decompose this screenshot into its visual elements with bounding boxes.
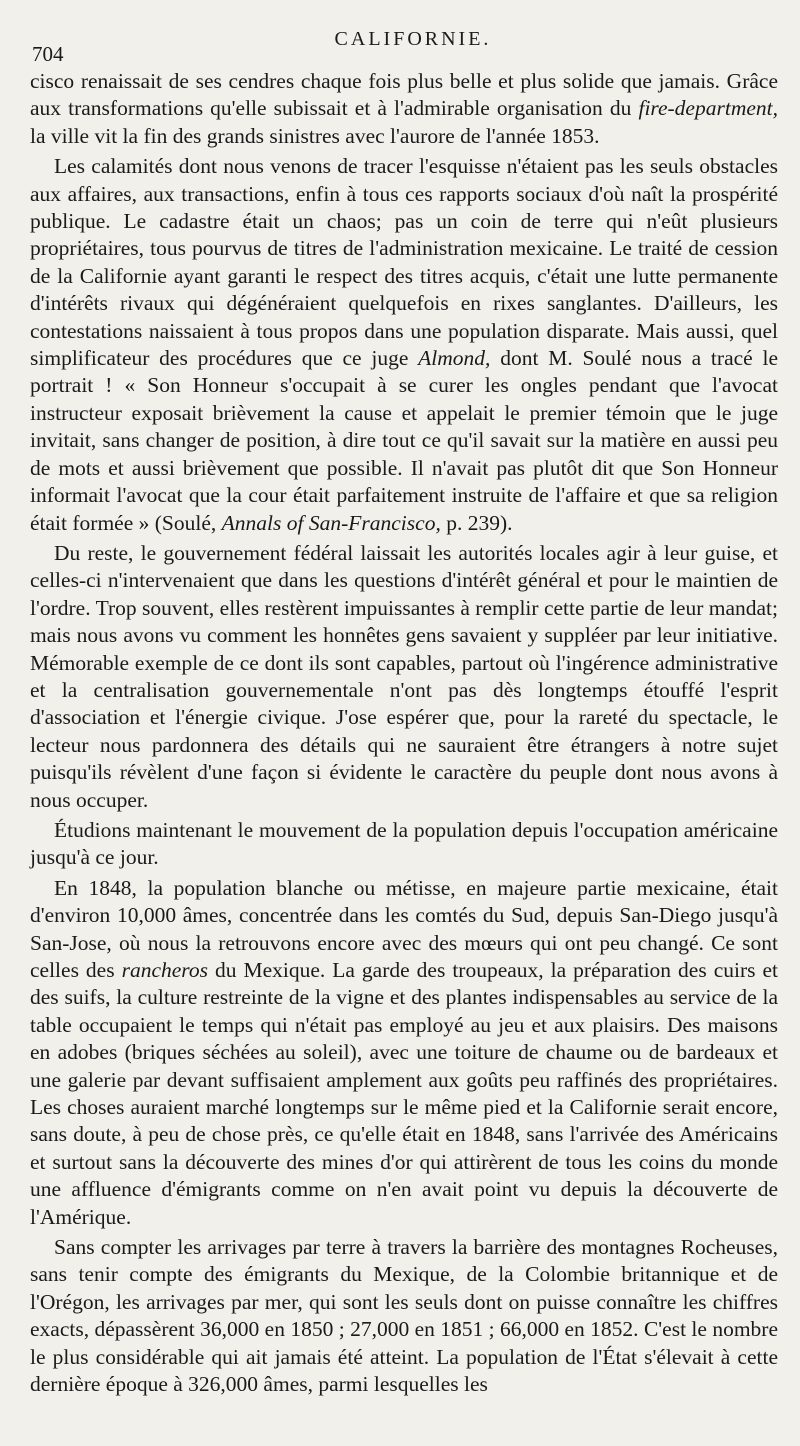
paragraph xyxy=(30,1234,778,1398)
page-header xyxy=(32,26,778,66)
text-run: Étudions maintenant le mouvement de la population depuis l'occupation américaine jusqu'à ce jour. xyxy=(30,817,778,870)
body-text xyxy=(30,68,778,1399)
running-title: CALIFORNIE. xyxy=(334,28,492,50)
text-run: p. 239). xyxy=(440,510,513,535)
paragraph xyxy=(30,68,778,150)
italic-text: rancheros xyxy=(121,958,208,982)
paragraph xyxy=(30,153,778,537)
text-run: En 1848, la population blanche ou métisse, en majeure partie mexicaine, était d'environ 10,000 âmes, concentrée dans les comtés du Sud, depuis San-Diego jusqu'à San-Jose, où nous la retrouvons encore avec des mœurs qui ont peu changé. Ce sont celles des xyxy=(30,875,778,982)
text-run: Les calamités dont nous venons de tracer l'esquisse n'étaient pas les seuls obstacles aux affaires, aux transactions, enfin à tous ces rapports sociaux d'où naît la prospérité publique. Le cadastre était un chaos; pas un coin de terre qui n'eût plusieurs propriétaires, tous pourvus de titres de l'administration mexicaine. Le traité de cession de la Californie ayant garanti le respect des titres acquis, c'était une lutte permanente d'intérêts rivaux qui dégénéraient quelquefois en rixes sanglantes. D'ailleurs, les contestations naissaient à tous propos dans une population disparate. Mais aussi, quel simplificateur des procédures que ce juge xyxy=(30,154,778,371)
italic-text: Annals of San-Francisco, xyxy=(221,510,441,535)
text-run: cisco renaissait de ses cendres chaque fois plus belle et plus solide que jamais. Grâce aux transformations qu'elle subissait et à l'admirable organisation du xyxy=(30,69,778,121)
italic-text: Almond, xyxy=(418,346,491,371)
italic-text: fire-department, xyxy=(638,96,778,121)
paragraph xyxy=(30,875,778,1231)
text-run: la ville vit la fin des grands sinistres avec l'aurore de l'année 1853. xyxy=(30,123,600,148)
text-run: du Mexique. La garde des troupeaux, la préparation des cuirs et des suifs, la culture restreinte de la vigne et des plantes indispensables au service de la table occupaient le temps qui n'était pas employé au jeu et aux plaisirs. Des maisons en adobes (briques séchées au soleil), avec une toiture de chaume ou de bardeaux et une galerie par devant suffisaient amplement aux goûts peu raffinés des propriétaires. Les choses auraient marché longtemps sur le même pied et la Californie serait encore, sans doute, à peu de chose près, ce qu'elle était en 1848, sans l'arrivée des Américains et surtout sans la découverte des mines d'or qui attirèrent de tous les coins du monde une affluence d'émigrants comme on n'en avait point vu depuis la découverte de l'Amérique. xyxy=(30,958,778,1229)
text-run: Sans compter les arrivages par terre à travers la barrière des montagnes Rocheuses, sans tenir compte des émigrants du Mexique, de la Colombie britannique et de l'Orégon, les arrivages par mer, qui sont les seuls dont on puisse connaître les chiffres exacts, dépassèrent 36,000 en 1850 ; 27,000 en 1851 ; 66,000 en 1852. C'est le nombre le plus considérable qui ait jamais été atteint. La population de l'État s'élevait à cette dernière époque à 326,000 âmes, parmi lesquelles les xyxy=(30,1235,778,1397)
page-number: 704 xyxy=(32,42,64,66)
paragraph xyxy=(30,540,778,814)
text-run: Du reste, le gouvernement fédéral laissait les autorités locales agir à leur guise, et celles-ci n'intervenaient que dans les questions d'intérêt général et pour le maintien de l'ordre. Trop souvent, elles restèrent impuissantes à remplir cette partie de leur mandat; mais nous avons vu comment les honnêtes gens savaient y suppléer par leur initiative. Mémorable exemple de ce dont ils sont capables, partout où l'ingérence administrative et la centralisation gouvernementale n'ont pas dès longtemps étouffé l'esprit d'association et l'énergie civique. J'ose espérer que, pour la rareté du spectacle, le lecteur nous pardonnera des détails qui ne sauraient être étrangers à notre sujet puisqu'ils révèlent d'une façon si évidente le caractère du peuple dont nous avons à nous occuper. xyxy=(30,540,778,812)
text-run: dont M. Soulé nous a tracé le portrait ! « Son Honneur s'occupait à se curer les ongles pendant que l'avocat instructeur exposait brièvement la cause et appelait le premier témoin que le juge invitait, sans changer de position, à dire tout ce qu'il savait sur la matière en aussi peu de mots et aussi brièvement que possible. Il n'avait pas plutôt dit que Son Honneur informait l'avocat que la cour était parfaitement instruite de l'affaire et que sa religion était formée » (Soulé, xyxy=(30,346,778,535)
paragraph xyxy=(30,817,778,872)
